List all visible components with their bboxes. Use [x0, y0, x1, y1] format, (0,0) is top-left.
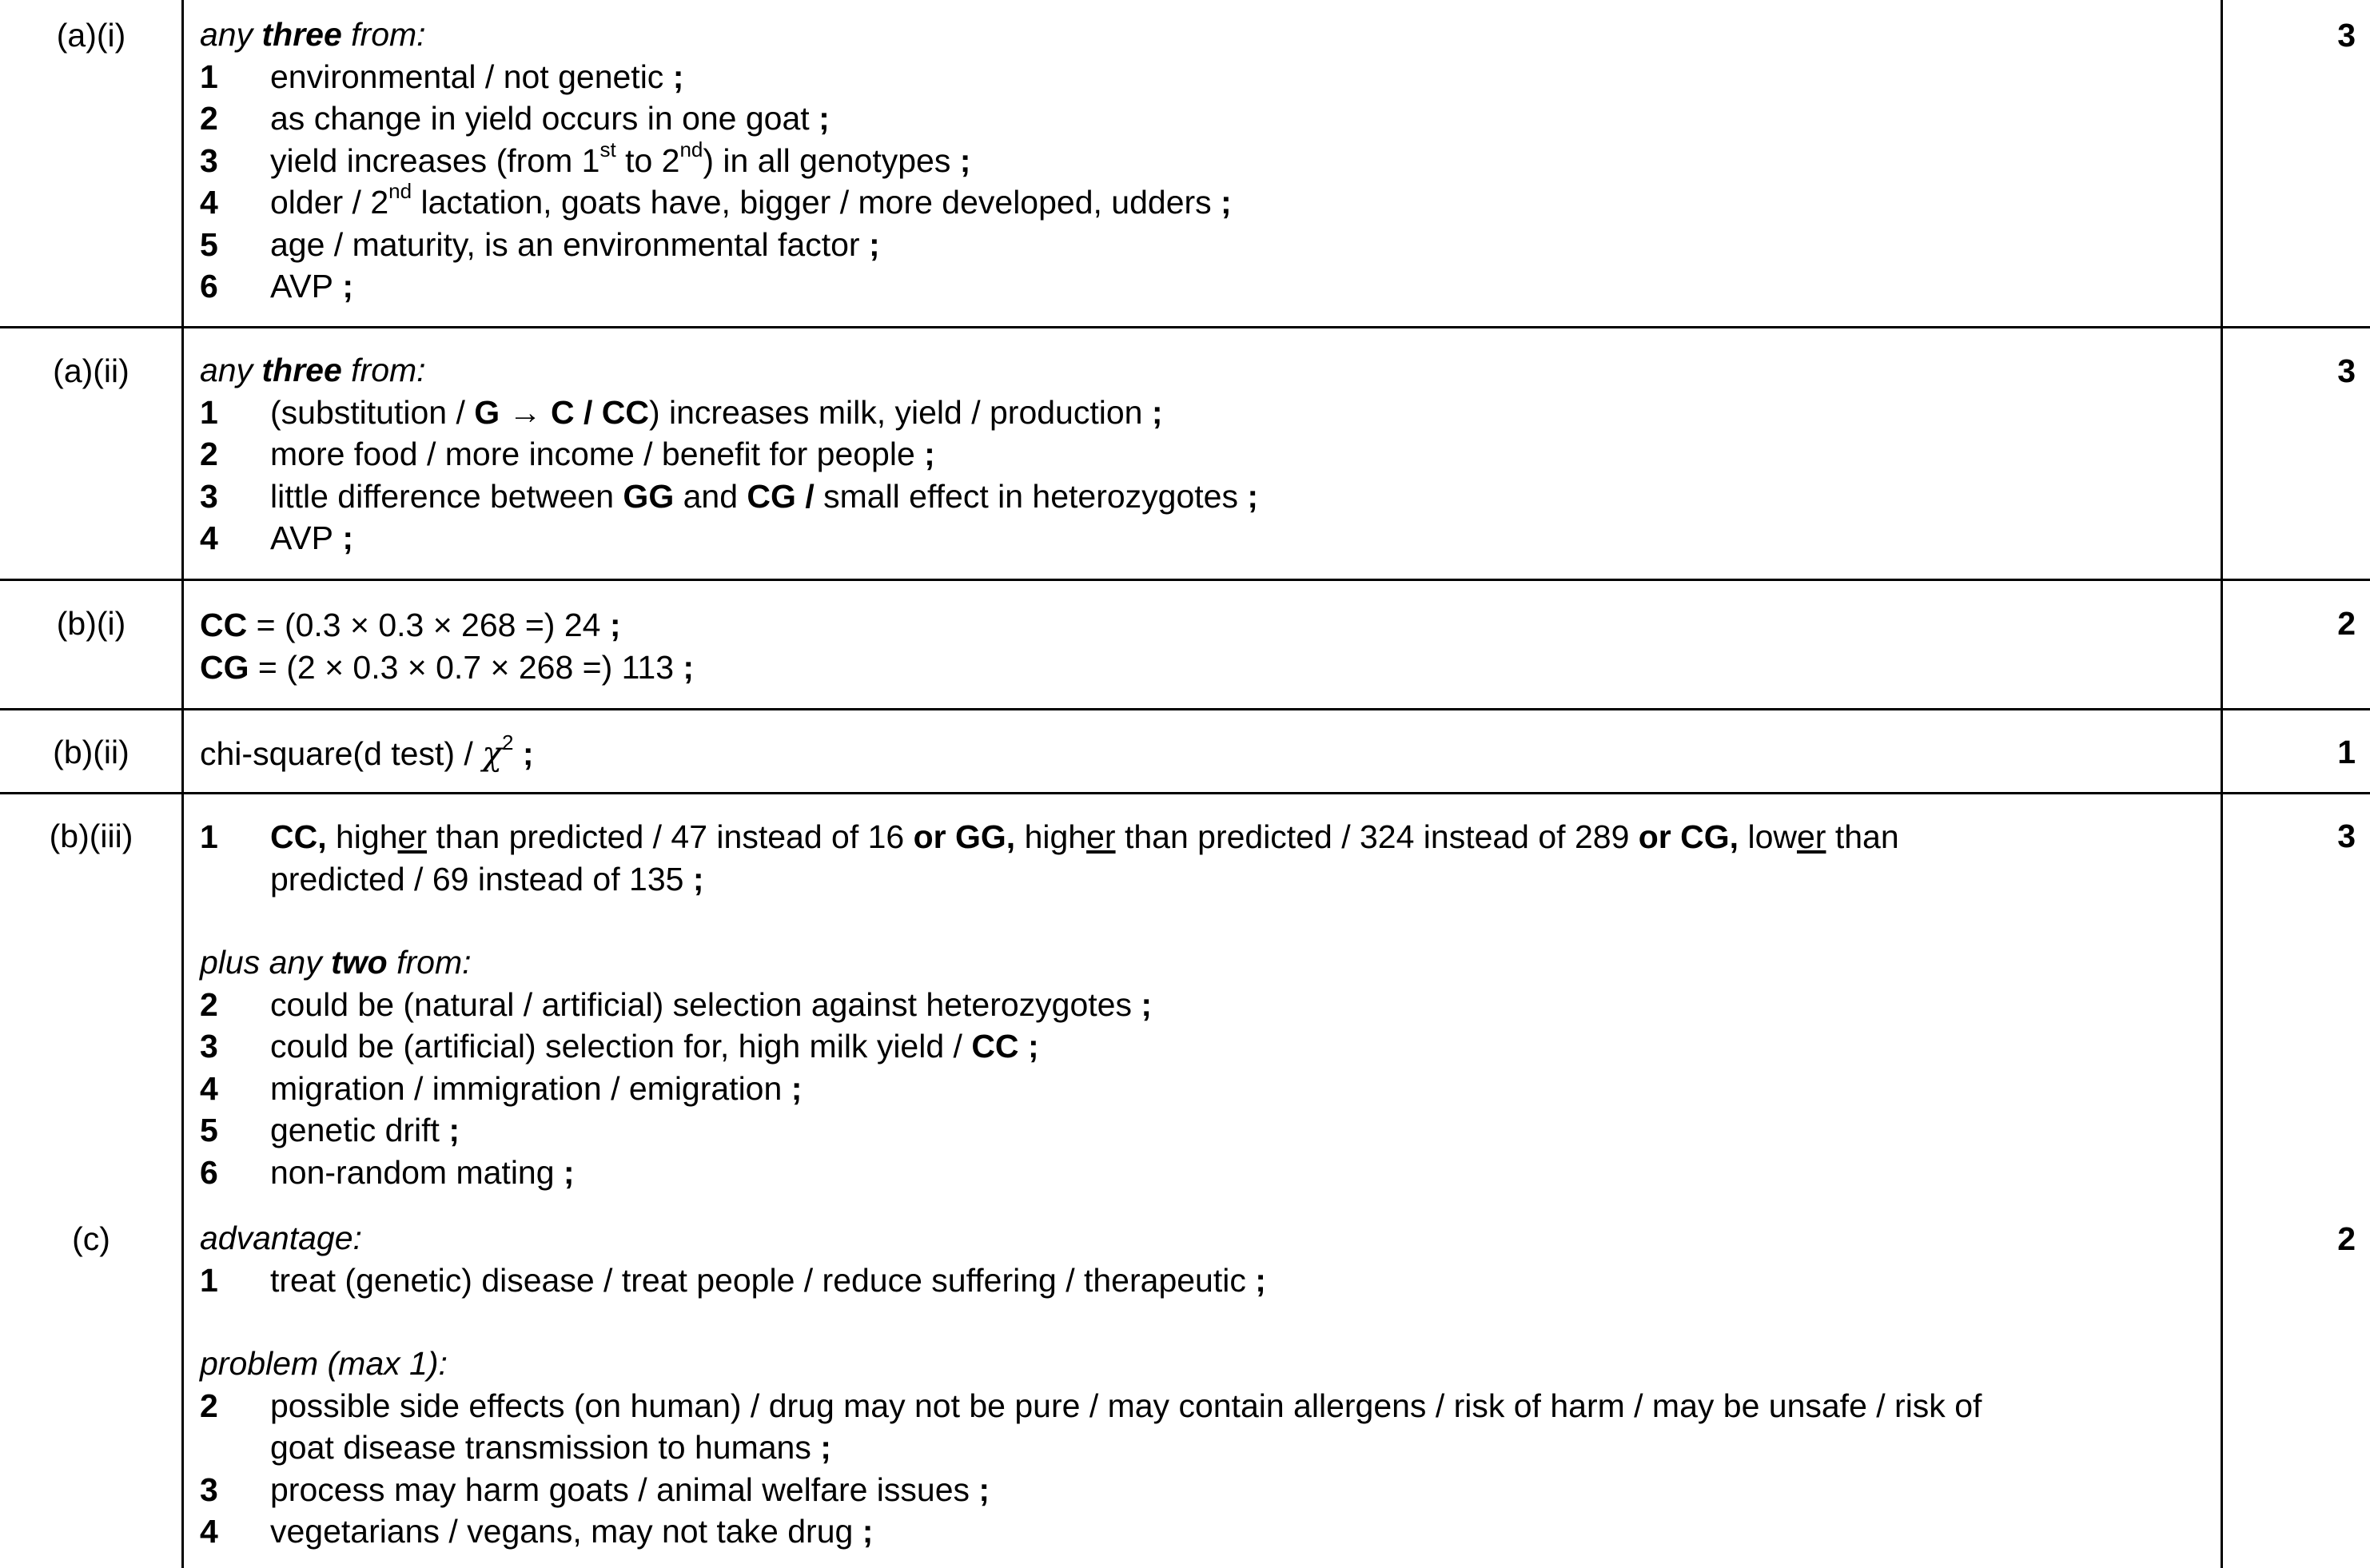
answer-point: 1 environmental / not genetic ;	[200, 58, 684, 95]
answer-point: 2 more food / more income / benefit for people ;	[200, 436, 935, 472]
answer-point: chi-square(d test) / $\chi^2$ ;	[200, 730, 534, 773]
advantage-heading: advantage:	[200, 1220, 362, 1256]
column-divider-right	[2221, 0, 2223, 1568]
answer-point: 5 age / maturity, is an environmental factor ;	[200, 225, 880, 263]
answer-point: 3 could be (artificial) selection for, high milk yield / CC ;	[200, 1028, 1039, 1065]
answer-point: 5 genetic drift ;	[200, 1112, 460, 1148]
row-divider	[0, 579, 2370, 581]
answer-point-continued: goat disease transmission to humans ;	[270, 1429, 831, 1466]
answer-point: 2 could be (natural / artificial) selection against heterozygotes ;	[200, 985, 1153, 1023]
answer-block-a-i	[200, 14, 2198, 308]
marks-value: 2	[2337, 605, 2356, 642]
answer-point: 2 as change in yield occurs in one goat ;	[200, 100, 830, 137]
marks-value: 3	[2337, 818, 2356, 854]
instruction-line: plus any two from:	[200, 944, 472, 981]
answer-point: 4 migration / immigration / emigration ;	[200, 1069, 803, 1107]
question-label: (c)	[72, 1220, 110, 1257]
marks-value: 1	[2337, 734, 2356, 770]
answer-point: 4 AVP ;	[200, 519, 354, 556]
marks-value: 3	[2337, 352, 2356, 389]
problem-heading: problem (max 1):	[200, 1345, 448, 1382]
answer-point: 3 little difference between GG and CG / small effect in heterozygotes ;	[200, 477, 1259, 515]
answer-point: 6 non-random mating ;	[200, 1153, 575, 1191]
answer-point: 2 possible side effects (on human) / drug may not be pure / may contain allergens / risk of harm / may be unsafe / risk of	[200, 1387, 1982, 1424]
marks-value: 2	[2337, 1220, 2356, 1257]
question-label: (a)(i)	[56, 17, 126, 54]
question-label: (b)(ii)	[53, 734, 129, 770]
instruction-line: any three from:	[200, 352, 426, 388]
marks-value: 3	[2337, 17, 2356, 54]
row-divider	[0, 792, 2370, 794]
answer-point: 1 CC, higher than predicted / 47 instead of 16 or GG, higher than predicted / 324 instead of 289 or CG, lower than	[200, 818, 1899, 855]
answer-block-b-ii	[200, 730, 2198, 775]
answer-block-b-iii	[200, 816, 2198, 1193]
calculation-line: CG = (2 × 0.3 × 0.7 × 268 =) 113 ;	[200, 648, 695, 686]
instruction-line: any three from:	[200, 16, 426, 53]
column-divider-left	[181, 0, 184, 1568]
answer-point: 4 vegetarians / vegans, may not take drug ;	[200, 1513, 874, 1550]
calculation-line: CC = (0.3 × 0.3 × 268 =) 24 ;	[200, 607, 621, 643]
question-label: (a)(ii)	[53, 352, 129, 389]
answer-block-b-i	[200, 604, 2198, 688]
row-divider	[0, 708, 2370, 710]
answer-point: 6 AVP ;	[200, 268, 354, 304]
answer-block-c	[200, 1217, 2198, 1553]
answer-point: 1 treat (genetic) disease / treat people / reduce suffering / therapeutic ;	[200, 1261, 1266, 1299]
row-divider	[0, 326, 2370, 328]
answer-point: 4 older / 2nd lactation, goats have, bigger / more developed, udders ;	[200, 179, 1232, 221]
question-label: (b)(iii)	[49, 818, 133, 854]
answer-point: 3 yield increases (from 1st to 2nd) in all genotypes ;	[200, 137, 971, 179]
answer-point: 3 process may harm goats / animal welfare issues ;	[200, 1470, 990, 1508]
answer-point: 1 (substitution / G → C / CC) increases milk, yield / production ;	[200, 393, 1163, 431]
answer-point-continued: predicted / 69 instead of 135 ;	[270, 860, 704, 897]
answer-block-a-ii	[200, 349, 2198, 559]
chi-symbol: χ	[482, 734, 503, 773]
question-label: (b)(i)	[56, 605, 126, 642]
